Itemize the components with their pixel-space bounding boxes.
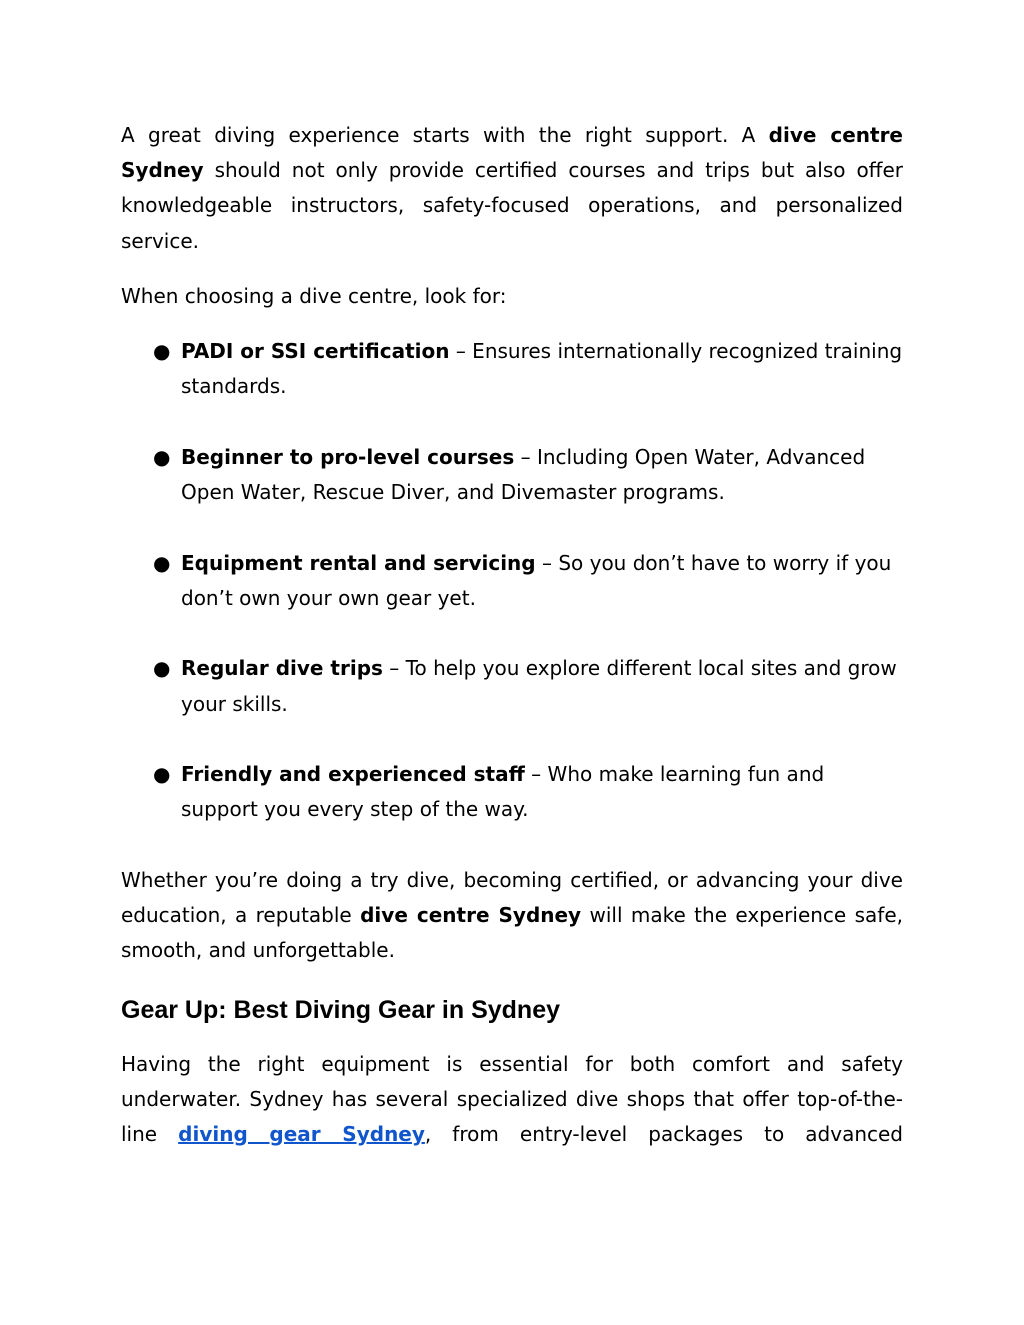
intro-paragraph — [121, 118, 903, 259]
list-item-desc: – Ensures internationally recognized training standards. — [181, 339, 903, 399]
gear-text-2: , from entry-level packages to advanced — [424, 1122, 903, 1147]
list-item — [121, 757, 903, 827]
intro-keyword: dive centre Sydney — [121, 123, 903, 183]
list-item-desc: – Who make learning fun and support you every step of the way. — [181, 762, 825, 822]
bullet-icon: ● — [153, 339, 171, 364]
bullet-icon: ● — [153, 762, 171, 787]
diving-gear-link[interactable]: diving gear Sydney — [178, 1122, 425, 1147]
list-item-term: Regular dive trips — [181, 656, 383, 681]
list-item — [121, 440, 903, 510]
list-item — [121, 651, 903, 721]
intro-text-2: should not only provide certified courses and trips but also offer knowledgeable instructors, safety-focused operations, and personalized service. — [121, 158, 903, 253]
bullet-icon: ● — [153, 444, 171, 469]
closing-paragraph — [121, 863, 903, 969]
list-item-term: Friendly and experienced staff — [181, 762, 525, 787]
bullet-icon: ● — [153, 550, 171, 575]
closing-text-2: will make the experience safe, smooth, and unforgettable. — [121, 903, 903, 963]
closing-keyword: dive centre Sydney — [360, 903, 582, 928]
list-item-term: Beginner to pro-level courses — [181, 444, 515, 469]
list-item-desc: – Including Open Water, Advanced Open Water, Rescue Diver, and Divemaster programs. — [181, 444, 866, 505]
list-item — [121, 334, 903, 404]
list-item — [121, 546, 903, 616]
criteria-list — [121, 334, 903, 828]
closing-text-1: Whether you’re doing a try dive, becoming certified, or advancing your dive education, a reputable — [121, 868, 903, 928]
gear-paragraph — [121, 1047, 903, 1153]
document-page — [121, 118, 903, 1152]
list-item-desc: – So you don’t have to worry if you don’t own your own gear yet. — [181, 550, 892, 610]
lead-in-paragraph: When choosing a dive centre, look for: — [121, 283, 507, 308]
bullet-icon: ● — [153, 656, 171, 681]
gear-text-1: Having the right equipment is essential for both comfort and safety underwater. Sydney has several specialized dive shops that offer top-of-the-line — [121, 1051, 903, 1147]
list-item-desc: – To help you explore different local sites and grow your skills. — [181, 656, 897, 716]
list-item-term: PADI or SSI certification — [181, 339, 450, 364]
list-item-term: Equipment rental and servicing — [181, 550, 536, 575]
section-heading: Gear Up: Best Diving Gear in Sydney — [121, 995, 561, 1024]
intro-text-1: A great diving experience starts with the right support. A — [121, 123, 769, 147]
